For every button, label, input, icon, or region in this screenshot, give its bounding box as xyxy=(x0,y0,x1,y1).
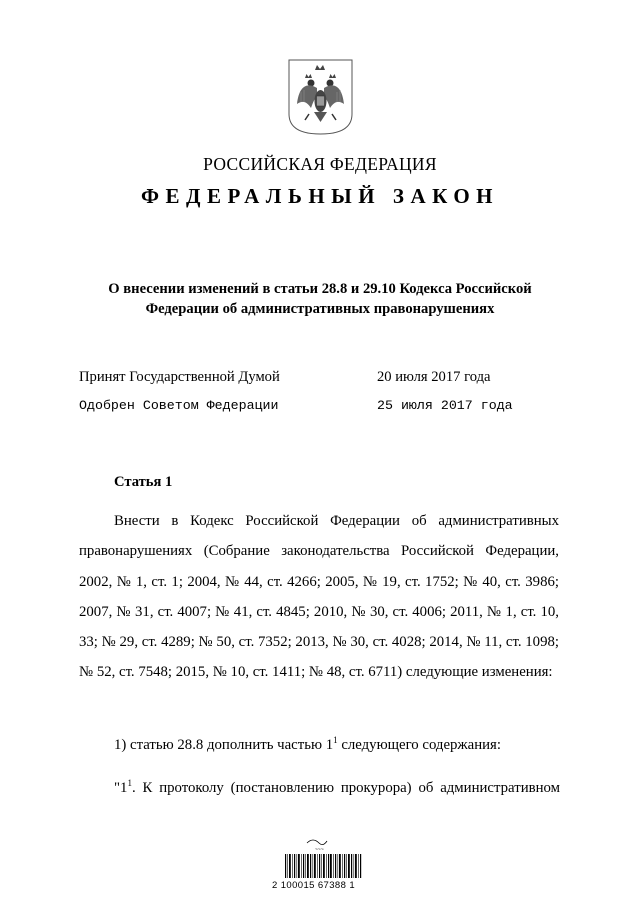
barcode-number: 2 100015 67388 1 xyxy=(272,880,356,891)
svg-text:~~~: ~~~ xyxy=(315,847,324,853)
duma-label: Принят Государственной Думой xyxy=(79,369,280,385)
article-paragraph: Внести в Кодекс Российской Федерации об административных правонарушениях (Собрание законодательства Российской Федерации, 2002, № 1, ст. 1; 2004, № 44, ст. 4266; 2005, № 19, ст. 1752; № 40, ст. 3986; 2007, № 31, ст. 4007; № 41, ст. 4845; 2010, № 30, ст. 4006; 2011, № 1, ст. 10, 33; № 29, ст. 4289; № 50, ст. 7352; 2013, № 30, ст. 4028; 2014, № 11, ст. 1098; № 52, ст. 7548; 2015, № 10, ст. 1411; № 48, ст. 6711) следующие изменения: xyxy=(79,513,559,681)
barcode-graphic xyxy=(283,838,363,880)
law-title xyxy=(70,279,570,319)
quoted-text-line xyxy=(114,780,560,797)
adoption-duma-row xyxy=(79,369,520,389)
quote-open: "1 xyxy=(114,780,128,796)
quote-superscript: 1 xyxy=(127,778,132,789)
amendment-item-1 xyxy=(114,737,501,754)
country-name: РОССИЙСКАЯ ФЕДЕРАЦИЯ xyxy=(203,154,437,174)
duma-date: 20 июля 2017 года xyxy=(377,369,491,385)
council-label: Одобрен Советом Федерации xyxy=(79,398,279,413)
coat-of-arms-emblem xyxy=(287,58,354,136)
article-heading: Статья 1 xyxy=(114,474,173,490)
item1-superscript: 1 xyxy=(333,735,338,746)
adoption-council-row xyxy=(79,398,520,418)
council-date: 25 июля 2017 года xyxy=(377,398,513,413)
law-title-line2: Федерации об административных правонарушениях xyxy=(145,301,495,317)
item1-text: 1) статью 28.8 дополнить частью 1 xyxy=(114,737,334,753)
item1-tail: следующего содержания: xyxy=(337,737,501,753)
russian-coat-of-arms-icon xyxy=(287,58,354,136)
law-title-line1: О внесении изменений в статьи 28.8 и 29.10 Кодекса Российской xyxy=(108,281,532,297)
quote-text: . К протоколу (постановлению прокурора) об административном xyxy=(131,780,560,796)
law-type-heading: ФЕДЕРАЛЬНЫЙ ЗАКОН xyxy=(141,184,499,208)
